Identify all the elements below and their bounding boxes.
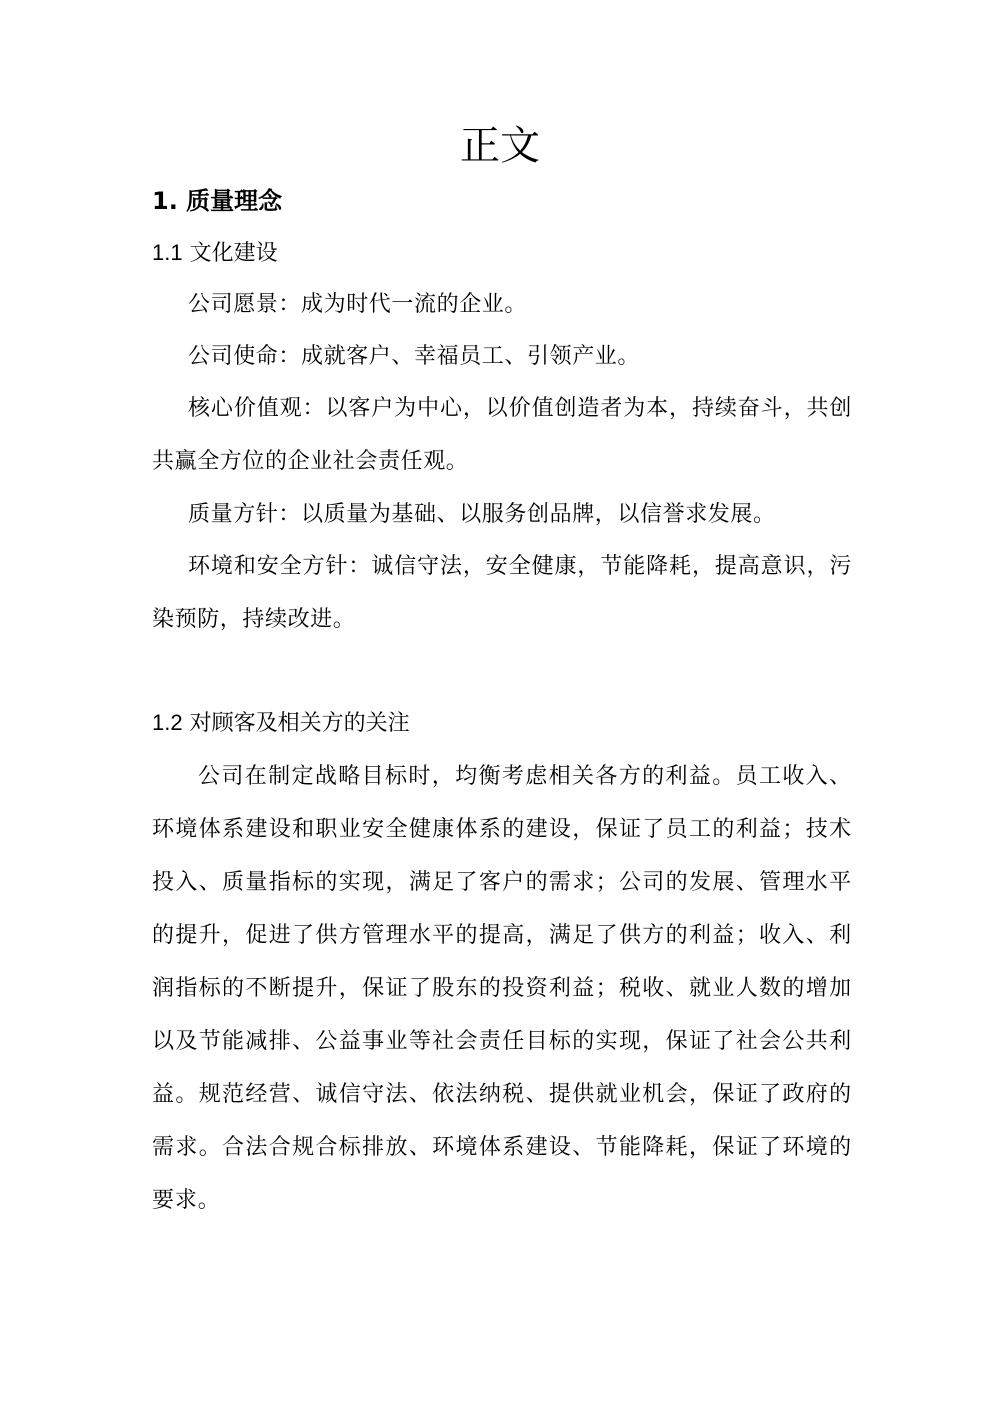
- paragraph-quality-policy: 质量方针：以质量为基础、以服务创品牌，以信誉求发展。: [188, 502, 776, 527]
- document-title: 正文: [460, 123, 540, 169]
- section-heading-quality-philosophy: 1. 质量理念: [152, 187, 283, 215]
- subsection-number: 1.2: [152, 710, 183, 735]
- paragraph-stakeholder-interests: 公司在制定战略目标时，均衡考虑相关各方的利益。员工收入、环境体系建设和职业安全健康体系的建设，保证了员工的利益；技术投入、质量指标的实现，满足了客户的需求；公司的发展、管理水平的提升，促进了供方管理水平的提高，满足了供方的利益；收入、利润指标的不断提升，保证了股东的投资利益；税收、就业人数的增加以及节能减排、公益事业等社会责任目标的实现，保证了社会公共利益。规范经营、诚信守法、依法纳税、提供就业机会，保证了政府的需求。合法合规合标排放、环境体系建设、节能降耗，保证了环境的要求。: [152, 764, 852, 1213]
- paragraph-vision: 公司愿景：成为时代一流的企业。: [188, 292, 528, 317]
- subsection-title: 文化建设: [189, 241, 278, 266]
- paragraph-mission: 公司使命：成就客户、幸福员工、引领产业。: [188, 344, 641, 369]
- subsection-heading-culture: [152, 236, 278, 271]
- subsection-heading-customer-focus: [152, 706, 410, 741]
- paragraph-environment-safety-policy: 环境和安全方针：诚信守法，安全健康，节能降耗，提高意识，污染预防，持续改进。: [152, 554, 852, 632]
- subsection-number: 1.1: [152, 240, 183, 265]
- subsection-title: 对顾客及相关方的关注: [189, 711, 410, 736]
- paragraph-core-values: 核心价值观：以客户为中心，以价值创造者为本，持续奋斗，共创共赢全方位的企业社会责任观。: [152, 396, 852, 474]
